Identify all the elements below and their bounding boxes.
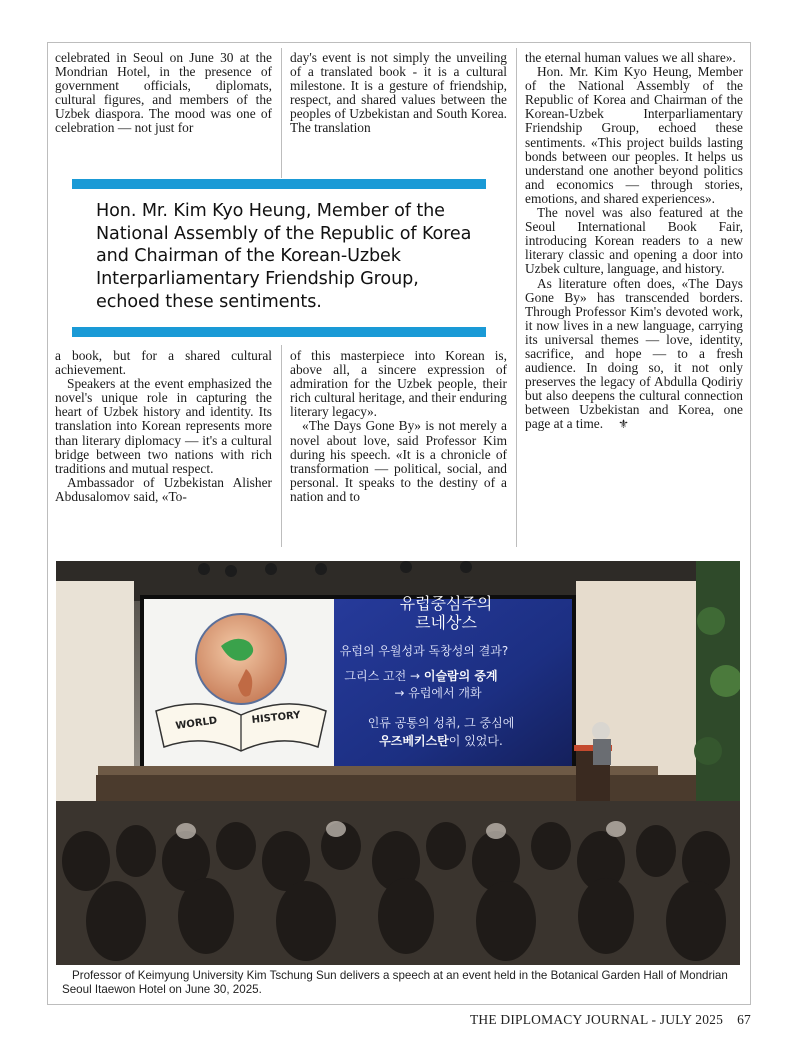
paragraph: day's event is not simply the unveiling of a translated book - it is a cultural milestone. It is a gesture of friendship, respect, and shared values between the peoples of Uzbekistan and South Korea. The translation (290, 50, 507, 136)
column-divider (281, 345, 282, 547)
slide-line2 (344, 668, 497, 683)
column-divider (281, 48, 282, 178)
paragraph: Hon. Mr. Kim Kyo Heung, Member of the National Assembly of the Republic of Korea and Chairman of the Korean-Uzbek Interparliamentary Friendship Group, echoed these sentiments. «This project builds lasting bonds between our peoples. It helps us understand one another beyond politics and economics — through stories, emotions, and shared experiences». (525, 64, 743, 206)
slide-line2-part1: 그리스 고전 → (344, 669, 424, 683)
article-column-3 (525, 51, 743, 545)
event-photo-illustration (56, 561, 740, 965)
pull-quote-top-bar (72, 179, 486, 189)
slide-line1: 유럽의 우월성과 독창성의 결과? (339, 644, 509, 658)
pull-quote: Hon. Mr. Kim Kyo Heung, Member of the National Assembly of the Republic of Korea and Chairman of the Korean-Uzbek Interparliamentary Friendship Group, echoed these sentiments. (96, 201, 472, 312)
paragraph: a book, but for a shared cultural achievement. (55, 348, 272, 378)
paragraph: «The Days Gone By» is not merely a novel about love, said Professor Kim during his speech. «It is a chronicle of transformation — political, social, and personal. It speaks to the destiny of a nation and to (290, 418, 507, 504)
paragraph: celebrated in Seoul on June 30 at the Mondrian Hotel, in the presence of government officials, diplomats, cultural figures, and members of the Uzbek diaspora. The mood was one of celebration — not just for (55, 50, 272, 136)
slide-title-line1: 유럽중심주의 (399, 594, 493, 613)
paragraph (525, 277, 743, 432)
paragraph: The novel was also featured at the Seoul International Book Fair, introducing Korean readers to a new literary classic and opening a door into Uzbek culture, language, and history. (525, 205, 743, 277)
slide-line2-highlight: 이슬람의 중계 (423, 669, 498, 683)
paragraph: Ambassador of Uzbekistan Alisher Abdusalomov said, «To- (55, 474, 272, 504)
event-photo (56, 561, 740, 965)
paragraph: the eternal human values we all share». (525, 50, 736, 65)
slide-title-line2: 르네상스 (415, 613, 477, 632)
paragraph: Speakers at the event emphasized the novel's unique role in capturing the heart of Uzbek history and identity. Its translation into Korean represents more than literary diplomacy — it's a cultural bridge between two nations with rich traditions and mutual respect. (55, 376, 272, 476)
photo-caption: Professor of Keimyung University Kim Tschung Sun delivers a speech at an event held in the Botanical Garden Hall of Mondrian Seoul Itaewon Hotel on June 30, 2025. (62, 969, 728, 996)
slide-line4: 인류 공통의 성취, 그 중심에 (367, 716, 515, 730)
article-column-2-bottom (290, 349, 507, 545)
slide-line3: → 유럽에서 개화 (394, 686, 482, 700)
article-column-1-top (55, 51, 272, 162)
article-column-1-bottom (55, 349, 272, 545)
pull-quote-bottom-bar (72, 327, 486, 337)
article-column-2-top (290, 51, 507, 162)
slide-line5-highlight: 우즈베키스탄 (379, 734, 449, 748)
page-number: 67 (737, 1012, 751, 1027)
column-divider (516, 48, 517, 547)
book-label-world: WORLD (174, 715, 218, 732)
slide-line5 (379, 733, 503, 748)
page-footer (470, 1012, 751, 1028)
paragraph-text: As literature often does, «The Days Gone By» has transcended borders. Through Professor Kim's devoted work, it now lives in a new language, carrying its universal themes — love, identity, sacrifice, and hope — to a fresh audience. In doing so, it not only preserves the legacy of Abdulla Qodiriy but also deepens the cultural connection between Uzbekistan and Korea, one page at a time. (525, 275, 743, 432)
paragraph: of this masterpiece into Korean is, above all, a sincere expression of admiration for the Uzbek people, their rich cultural heritage, and their enduring literary legacy». (290, 348, 507, 420)
slide-line5-part2: 이 있었다. (448, 734, 503, 748)
end-mark-icon: ⚜ (618, 417, 629, 432)
book-label-history: HISTORY (251, 709, 302, 726)
journal-name: THE DIPLOMACY JOURNAL - JULY 2025 (469, 1012, 724, 1027)
